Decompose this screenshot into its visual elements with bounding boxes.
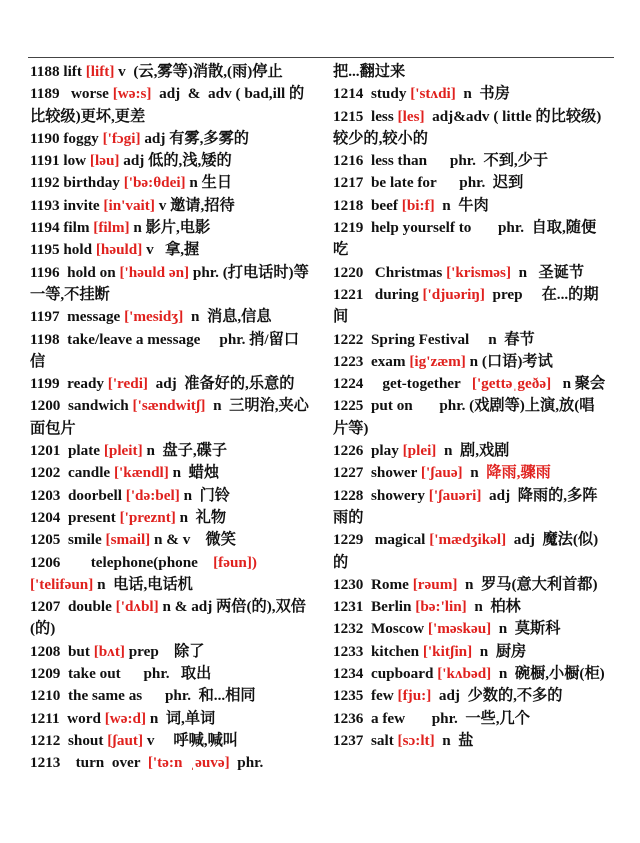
vocab-entry xyxy=(30,306,313,328)
entry-phonetic: [ləu] xyxy=(89,152,120,170)
entry-word: birthday xyxy=(59,174,124,192)
entry-number: 1205 xyxy=(30,531,61,549)
entry-word: 把...翻过来 xyxy=(333,63,406,80)
entry-word: film xyxy=(59,219,94,237)
entry-definition: adj 低的,浅,矮的 xyxy=(119,152,232,170)
entry-word: a few phr. 一些,几个 xyxy=(363,709,530,727)
entry-word: less xyxy=(363,107,398,125)
entry-phonetic: ['ʃauəri] xyxy=(428,486,482,504)
entry-phonetic: [ig'zæm] xyxy=(409,352,466,370)
entry-word: put on phr. (戏剧等)上演,放(唱片等) xyxy=(333,397,595,437)
entry-word: low xyxy=(59,152,90,170)
entry-definition: n 电话,电话机 xyxy=(93,575,193,593)
entry-definition: n 礼物 xyxy=(175,508,227,526)
vocab-entry xyxy=(30,262,313,307)
entry-word: kitchen xyxy=(363,642,423,660)
entry-number: 1228 xyxy=(333,486,364,504)
entry-definition: adj 魔法(似)的 xyxy=(333,531,599,571)
entry-phonetic: ['redi] xyxy=(107,375,148,393)
entry-word: few xyxy=(363,687,398,705)
vocab-entry xyxy=(30,373,313,395)
entry-word: double xyxy=(60,598,116,616)
entry-phonetic: [sɔ:lt] xyxy=(397,731,435,749)
entry-number: 1199 xyxy=(30,375,60,393)
vocab-entry xyxy=(333,574,607,596)
entry-phonetic: [in'vait] xyxy=(103,196,155,214)
entry-word: telephone(phone xyxy=(60,553,214,571)
entry-definition: adj 少数的,不多的 xyxy=(431,687,563,705)
entry-phonetic: ['gettəˌgeðə] xyxy=(471,375,552,393)
entry-word: worse xyxy=(59,85,113,103)
vocab-entry xyxy=(30,83,313,128)
entry-number: 1233 xyxy=(333,642,364,660)
entry-phonetic: ['stʌdi] xyxy=(410,85,456,103)
entry-number: 1216 xyxy=(333,152,364,170)
entry-definition: adj 有雾,多雾的 xyxy=(140,129,249,147)
vocab-entry xyxy=(30,507,313,529)
entry-number: 1213 xyxy=(30,754,61,772)
entry-phonetic: ['preznt] xyxy=(119,508,176,526)
entry-word: Moscow xyxy=(363,620,428,638)
entry-word: play xyxy=(363,442,403,460)
entry-phonetic: [bʌt] xyxy=(93,642,125,660)
entry-definition: prep 除了 xyxy=(124,642,205,660)
entry-number: 1194 xyxy=(30,219,60,237)
vocab-entry xyxy=(30,61,313,83)
entry-number: 1204 xyxy=(30,508,61,526)
vocab-entry xyxy=(30,239,313,261)
entry-phonetic: ['həuld ən] xyxy=(119,263,190,281)
vocab-entry xyxy=(333,373,607,395)
entry-word: help yourself to phr. 自取,随便吃 xyxy=(333,219,597,259)
vocab-entry xyxy=(30,217,313,239)
vocab-entry xyxy=(333,663,607,685)
vocab-entry xyxy=(30,529,313,551)
entry-phonetic: ['də:bel] xyxy=(125,486,180,504)
entry-word: hold on xyxy=(59,263,120,281)
entry-definition: adj 降雨的,多阵雨的 xyxy=(333,486,598,526)
entry-word: Spring Festival n 春节 xyxy=(363,330,535,348)
entry-number: 1209 xyxy=(30,665,61,683)
entry-word: less than phr. 不到,少于 xyxy=(363,152,549,170)
entry-number: 1202 xyxy=(30,464,61,482)
vocab-entry xyxy=(333,730,607,752)
entry-definition: phr. xyxy=(229,754,264,772)
entry-word: Berlin xyxy=(363,598,416,616)
entry-number: 1234 xyxy=(333,665,364,683)
entry-definition: n 罗马(意大利首都) xyxy=(457,575,598,593)
entry-word: the same as phr. 和...相同 xyxy=(60,687,256,705)
vocab-entry xyxy=(30,329,313,374)
entry-phonetic: [wə:s] xyxy=(112,85,152,103)
entry-word: cupboard xyxy=(363,665,438,683)
entry-number: 1207 xyxy=(30,598,61,616)
entry-definition: n xyxy=(462,464,487,482)
vocab-entry xyxy=(30,752,313,774)
entry-number: 1206 xyxy=(30,553,61,571)
entry-definition: n 柏林 xyxy=(466,598,521,616)
entry-word: candle xyxy=(60,464,114,482)
entry-word: beef xyxy=(363,196,402,214)
entry-phonetic: ['məskəu] xyxy=(427,620,492,638)
entry-number: 1235 xyxy=(333,687,364,705)
vocab-entry xyxy=(333,618,607,640)
vocab-entry xyxy=(30,485,313,507)
entry-word: word xyxy=(59,709,105,727)
vocab-entry xyxy=(333,195,607,217)
vocab-entry xyxy=(333,106,607,151)
entry-word: shower xyxy=(363,464,421,482)
entry-phonetic: ['kʌbəd] xyxy=(437,665,492,683)
entry-definition: n 蜡烛 xyxy=(168,464,220,482)
entry-phonetic: [film] xyxy=(93,219,130,237)
vocab-entry xyxy=(333,284,607,329)
entry-definition: n 生日 xyxy=(185,174,233,192)
vocab-entry xyxy=(333,262,607,284)
vocab-entry xyxy=(333,641,607,663)
vocab-entry xyxy=(30,150,313,172)
entry-definition: n 碗橱,小橱(柜) xyxy=(491,665,605,683)
entry-number: 1188 xyxy=(30,63,60,80)
entry-number: 1193 xyxy=(30,196,60,214)
entry-number: 1200 xyxy=(30,397,61,415)
entry-number: 1201 xyxy=(30,442,61,460)
vocab-entry xyxy=(333,685,607,707)
entry-word: take out phr. 取出 xyxy=(60,665,212,683)
entry-phonetic: [lift] xyxy=(85,63,115,80)
entry-word: invite xyxy=(59,196,104,214)
vocab-entry xyxy=(333,708,607,730)
entry-phonetic: ['ʃauə] xyxy=(420,464,463,482)
vocab-entry xyxy=(333,150,607,172)
entry-word: sandwich xyxy=(60,397,133,415)
vocab-entry xyxy=(30,462,313,484)
entry-number: 1197 xyxy=(30,308,60,326)
entry-number: 1189 xyxy=(30,85,60,103)
entry-number: 1208 xyxy=(30,642,61,660)
vocab-entry xyxy=(30,641,313,663)
vocab-entry xyxy=(30,128,313,150)
entry-number: 1225 xyxy=(333,397,364,415)
entry-word: be late for phr. 迟到 xyxy=(363,174,524,192)
vocab-entry xyxy=(30,195,313,217)
entry-definition: n (口语)考试 xyxy=(465,352,553,370)
entry-definition: adj&adv ( little 的比较级)较少的,较小的 xyxy=(333,107,602,147)
entry-phonetic: ['fɔgi] xyxy=(102,129,141,147)
entry-number: 1222 xyxy=(333,330,364,348)
vocab-entry xyxy=(30,440,313,462)
entry-word: take/leave a message phr. 捎/留口信 xyxy=(30,330,300,370)
entry-number: 1195 xyxy=(30,241,60,259)
entry-number: 1237 xyxy=(333,731,364,749)
entry-word: exam xyxy=(363,352,410,370)
entry-word: Christmas xyxy=(363,263,447,281)
entry-phonetic: ['kændl] xyxy=(113,464,169,482)
entry-phonetic: ['kitʃin] xyxy=(422,642,473,660)
entry-definition: adj 准备好的,乐意的 xyxy=(148,375,295,393)
entry-number: 1227 xyxy=(333,464,364,482)
entry-definition: n 盘子,碟子 xyxy=(142,442,228,460)
top-rule xyxy=(28,57,614,58)
entry-phonetic: [smail] xyxy=(105,531,151,549)
entry-word: salt xyxy=(363,731,398,749)
entry-number: 1210 xyxy=(30,687,61,705)
entry-word: hold xyxy=(59,241,96,259)
entry-word: magical xyxy=(363,531,430,549)
vocab-entry xyxy=(333,485,607,530)
entry-definition: adj & adv ( bad,ill 的比较级)更坏,更差 xyxy=(30,85,305,125)
entry-word: study xyxy=(363,85,411,103)
right-column xyxy=(333,61,607,752)
entry-number: 1231 xyxy=(333,598,364,616)
entry-phonetic: ['mædʒikəl] xyxy=(429,531,507,549)
vocab-entry xyxy=(30,172,313,194)
entry-word: Rome xyxy=(363,575,413,593)
entry-definition: phr. (打电话时)等一等,不挂断 xyxy=(30,263,309,303)
entry-phonetic: ['djuəriŋ] xyxy=(422,285,485,303)
vocab-entry xyxy=(333,83,607,105)
entry-definition: n 门铃 xyxy=(179,486,230,504)
entry-number: 1232 xyxy=(333,620,364,638)
entry-number: 1224 xyxy=(333,375,364,393)
entry-number: 1203 xyxy=(30,486,61,504)
vocab-entry xyxy=(30,395,313,440)
entry-phonetic: [wə:d] xyxy=(104,709,147,727)
entry-phonetic: [rəum] xyxy=(412,575,458,593)
entry-word: message xyxy=(59,308,125,326)
vocab-entry xyxy=(333,61,607,83)
entry-phonetic: ['krisməs] xyxy=(446,263,512,281)
entry-word: but xyxy=(60,642,94,660)
entry-word: ready xyxy=(59,375,108,393)
entry-word: foggy xyxy=(59,129,103,147)
entry-number: 1192 xyxy=(30,174,60,192)
entry-phonetic: [həuld] xyxy=(95,241,143,259)
entry-word: smile xyxy=(60,531,106,549)
entry-phonetic: ['tə:n ˌəuvə] xyxy=(147,754,230,772)
vocab-entry xyxy=(333,462,607,484)
entry-definition: n 影片,电影 xyxy=(129,219,211,237)
entry-definition: prep 在...的期间 xyxy=(333,285,599,326)
entry-number: 1191 xyxy=(30,152,60,170)
vocab-entry xyxy=(30,685,313,707)
entry-number: 1215 xyxy=(333,107,364,125)
entry-definition: n & v 微笑 xyxy=(150,531,236,549)
entry-number: 1196 xyxy=(30,263,60,281)
entry-phonetic: ['bə:θdei] xyxy=(123,174,186,192)
entry-number: 1236 xyxy=(333,709,364,727)
entry-definition: v 拿,握 xyxy=(142,241,200,259)
entry-word: shout xyxy=(60,731,108,749)
vocab-entry xyxy=(30,596,313,641)
vocab-entry xyxy=(30,730,313,752)
entry-word: plate xyxy=(60,442,104,460)
entry-phonetic: [fəun]) ['telifəun] xyxy=(30,553,261,593)
entry-definition: v 呼喊,喊叫 xyxy=(143,731,238,749)
entry-word: doorbell xyxy=(60,486,126,504)
entry-phonetic: [fju:] xyxy=(397,687,432,705)
vocab-entry xyxy=(30,552,313,597)
entry-number: 1214 xyxy=(333,85,364,103)
vocab-entry xyxy=(333,217,607,262)
entry-definition: n 聚会 xyxy=(551,375,606,393)
entry-number: 1217 xyxy=(333,174,364,192)
entry-number: 1198 xyxy=(30,330,60,348)
entry-definition: n 词,单词 xyxy=(146,709,216,727)
entry-number: 1212 xyxy=(30,731,61,749)
entry-number: 1220 xyxy=(333,263,364,281)
vocab-entry xyxy=(30,708,313,730)
entry-phonetic: [bə:'lin] xyxy=(415,598,467,616)
entry-definition: n 三明治,夹心面包片 xyxy=(30,397,309,437)
entry-number: 1190 xyxy=(30,129,60,147)
entry-phonetic: [ʃaut] xyxy=(107,731,144,749)
entry-definition: n 厨房 xyxy=(472,642,527,660)
entry-phonetic: [bi:f] xyxy=(401,196,435,214)
entry-definition: n & adj 两倍(的),双倍(的) xyxy=(30,598,306,638)
entry-phonetic: [plei] xyxy=(402,442,437,460)
entry-number: 1221 xyxy=(333,285,364,303)
entry-word: turn over xyxy=(60,754,148,772)
vocab-entry xyxy=(333,596,607,618)
entry-definition: n 圣诞节 xyxy=(511,263,585,281)
vocab-entry xyxy=(333,529,607,574)
entry-highlight: 降雨,骤雨 xyxy=(486,464,551,482)
entry-word: showery xyxy=(363,486,429,504)
entry-word: lift xyxy=(59,63,86,80)
entry-number: 1226 xyxy=(333,442,364,460)
vocab-entry xyxy=(333,440,607,462)
entry-definition: v 邀请,招待 xyxy=(154,196,235,214)
entry-phonetic: [les] xyxy=(397,107,425,125)
entry-number: 1211 xyxy=(30,709,60,727)
entry-number: 1218 xyxy=(333,196,364,214)
entry-number: 1223 xyxy=(333,352,364,370)
entry-phonetic: ['mesidʒ] xyxy=(124,308,184,326)
entry-number: 1230 xyxy=(333,575,364,593)
left-column xyxy=(30,61,313,775)
vocab-entry xyxy=(30,663,313,685)
entry-phonetic: ['sændwitʃ] xyxy=(132,397,206,415)
entry-word: get-together xyxy=(363,375,472,393)
entry-word: during xyxy=(363,285,423,303)
vocab-entry xyxy=(333,351,607,373)
entry-phonetic: ['dʌbl] xyxy=(115,598,159,616)
vocab-entry xyxy=(333,172,607,194)
entry-phonetic: [pleit] xyxy=(103,442,143,460)
entry-word: present xyxy=(60,508,120,526)
entry-number: 1219 xyxy=(333,219,364,237)
entry-definition: n 莫斯科 xyxy=(491,620,561,638)
entry-definition: n 牛肉 xyxy=(434,196,489,214)
entry-definition: v (云,雾等)消散,(雨)停止 xyxy=(114,63,283,80)
vocab-entry xyxy=(333,395,607,440)
entry-definition: n 盐 xyxy=(434,731,474,749)
vocab-entry xyxy=(333,329,607,351)
entry-definition: n 消息,信息 xyxy=(183,308,272,326)
entry-number: 1229 xyxy=(333,531,364,549)
entry-definition: n 书房 xyxy=(455,85,510,103)
entry-definition: n 剧,戏剧 xyxy=(436,442,510,460)
